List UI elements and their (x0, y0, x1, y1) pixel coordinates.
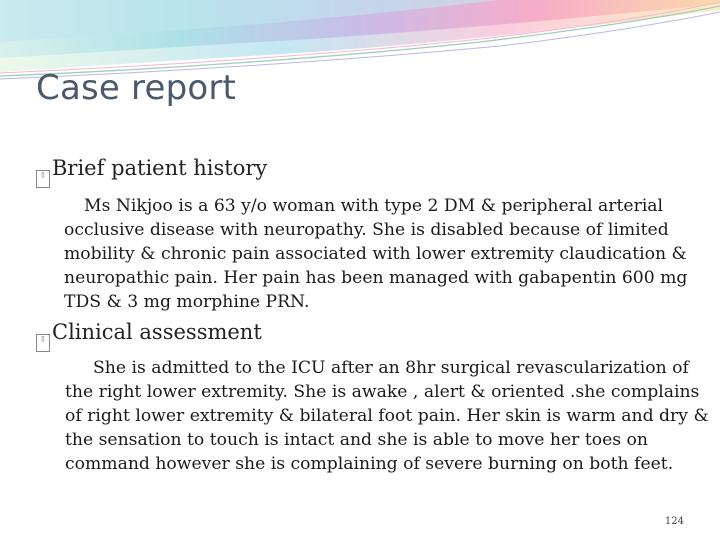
page-number: 124 (664, 516, 684, 527)
section-clinical-assessment (36, 320, 709, 476)
section-body-text: Ms Nikjoo is a 63 y/o woman with type 2 DM & peripheral arterial occlusive disease with neuropathy. She is disabled because of limited mobility & chronic pain associated with lower extremity claudication & neuropathic pain. Her pain has been managed with gabapentin 600 mg TDS & 3 mg morphine PRN. (64, 196, 688, 312)
missing-glyph-bullet-icon: ▯ (36, 334, 50, 352)
section-brief-patient-history (36, 156, 700, 314)
missing-glyph-bullet-icon: ▯ (36, 170, 50, 188)
section-heading-row (36, 320, 700, 350)
section-heading: Brief patient history (52, 156, 268, 180)
slide-title: Case report (36, 68, 237, 108)
section-heading-row (36, 156, 700, 186)
section-body-text: She is admitted to the ICU after an 8hr surgical revascularization of the right lower extremity. She is awake , alert & oriented .she complains of right lower extremity & bilateral foot pain. Her skin is warm and dry & the sensation to touch is intact and she is able to move her toes on command however she is complaining of severe burning on both feet. (65, 358, 709, 474)
section-heading: Clinical assessment (52, 320, 262, 344)
